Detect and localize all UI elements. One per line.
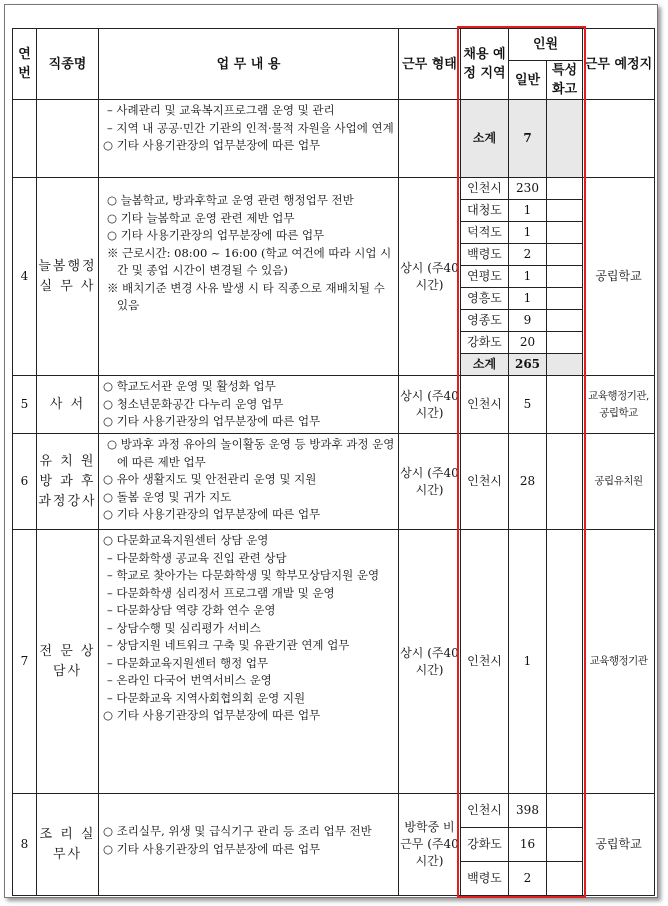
duty-line: ○ 유아 생활지도 및 안전관리 운영 및 지원	[103, 472, 317, 486]
duty-line: – 사례관리 및 교육복지프로그램 운영 및 관리	[107, 103, 335, 117]
header-region: 채용 예정 지역	[461, 29, 509, 100]
duty-line: ※ 근로시간: 08:00 ~ 16:00 (학교 여건에 따라 시업 시간 및 종업 시간이 변경될 수 있음)	[107, 245, 392, 277]
row8-special	[547, 828, 583, 862]
row8-count: 398	[509, 794, 547, 828]
duty-line: – 다문화교육지원센터 행정 업무	[107, 655, 269, 670]
row4-duties	[99, 178, 399, 376]
row7-workplace: 교육행정기관	[583, 530, 655, 794]
duty-line: ○ 늘봄학교, 방과후학교 운영 관련 행정업무 전반	[107, 193, 354, 207]
row4-special	[547, 178, 583, 200]
row4-count: 20	[509, 332, 547, 354]
row5-no: 5	[13, 376, 37, 434]
duty-line: – 다문화학생 심리정서 프로그램 개발 및 운영	[107, 585, 335, 600]
row4-subtotal-label: 소계	[461, 354, 509, 376]
row4-count: 230	[509, 178, 547, 200]
row4-special	[547, 354, 583, 376]
row4-worktype: 상시 (주40시간)	[399, 178, 461, 376]
row4-region: 영흥도	[461, 288, 509, 310]
row6-no: 6	[13, 434, 37, 530]
duty-line: – 온라인 다국어 번역서비스 운영	[107, 673, 272, 687]
duty-line: – 다문화상담 역량 강화 연수 운영	[107, 603, 276, 617]
row8-count: 2	[509, 862, 547, 896]
row4-region: 인천시	[461, 178, 509, 200]
row5-worktype: 상시 (주40시간)	[399, 376, 461, 434]
header-workplace: 근무 예정지	[583, 29, 655, 100]
row7-duties	[99, 530, 399, 794]
header-job: 직종명	[37, 29, 99, 100]
row8-job: 조 리 실무사	[37, 794, 99, 896]
cell-workplace-empty	[583, 100, 655, 178]
header-special: 특성 화고	[547, 61, 583, 100]
duty-line: ○ 다문화교육지원센터 상담 운영	[103, 533, 269, 547]
row6-job: 유 치 원 방 과 후 과정강사	[37, 434, 99, 530]
duty-line: ○ 조리실무, 위생 및 급식기구 관리 등 조리 업무 전반	[103, 824, 372, 838]
row8-workplace: 공립학교	[583, 794, 655, 896]
duty-line: ○ 돌봄 운영 및 귀가 지도	[103, 489, 232, 504]
cell-job-empty	[37, 100, 99, 178]
continued-duties	[99, 100, 399, 178]
duty-line: – 다문화교육 지역사회협의회 운영 지원	[107, 690, 306, 705]
row6-worktype: 상시 (주40시간)	[399, 434, 461, 530]
duty-line: ○ 기타 사용기관장의 업무분장에 따른 업무	[103, 507, 321, 521]
duty-line: ○ 청소년문화공간 다누리 운영 업무	[103, 396, 284, 411]
header-duties: 업 무 내 용	[99, 29, 399, 100]
row4-region: 강화도	[461, 332, 509, 354]
duty-line: ○ 기타 늘봄학교 운영 관련 제반 업무	[107, 210, 295, 225]
duty-line: – 상담지원 네트워크 구축 및 유관기관 연계 업무	[107, 638, 350, 652]
row4-special	[547, 244, 583, 266]
duty-line: ○ 기타 사용기관장의 업무분장에 따른 업무	[107, 228, 325, 242]
row4-region: 연평도	[461, 266, 509, 288]
cell-worktype-empty	[399, 100, 461, 178]
document-page	[4, 4, 658, 898]
duty-line: ○ 기타 사용기관장의 업무분장에 따른 업무	[103, 138, 321, 152]
continued-special	[547, 100, 583, 178]
header-count: 인원	[509, 29, 583, 61]
row7-special	[547, 530, 583, 794]
row6-workplace: 공립유치원	[583, 434, 655, 530]
row4-special	[547, 266, 583, 288]
duty-line: – 학교로 찾아가는 다문화학생 및 학부모상담지원 운영	[107, 568, 380, 582]
duty-line: ○ 학교도서관 운영 및 활성화 업무	[103, 379, 276, 393]
row8-special	[547, 862, 583, 896]
duty-line: ○ 기타 사용기관장의 업무분장에 따른 업무	[103, 841, 321, 856]
row6-region: 인천시	[461, 434, 509, 530]
row8-no: 8	[13, 794, 37, 896]
row7-count: 1	[509, 530, 547, 794]
row4-special	[547, 288, 583, 310]
duty-line: – 상담수행 및 심리평가 서비스	[107, 620, 261, 635]
duty-line: ○ 기타 사용기관장의 업무분장에 따른 업무	[103, 414, 321, 428]
row5-workplace: 교육행정기관, 공립학교	[583, 376, 655, 434]
row4-workplace: 공립학교	[583, 178, 655, 376]
duty-line: – 지역 내 공공·민간 기관의 인적·물적 자원을 사업에 연계	[107, 120, 394, 135]
row4-region: 덕적도	[461, 222, 509, 244]
row8-count: 16	[509, 828, 547, 862]
row8-worktype: 방학중 비근무 (주40시간)	[399, 794, 461, 896]
row4-count: 2	[509, 244, 547, 266]
cell-no-empty	[13, 100, 37, 178]
row4-count: 1	[509, 200, 547, 222]
row4-special	[547, 332, 583, 354]
row8-region: 백령도	[461, 862, 509, 896]
row4-region: 대청도	[461, 200, 509, 222]
row5-special	[547, 376, 583, 434]
row6-special	[547, 434, 583, 530]
continued-subtotal-value: 7	[509, 100, 547, 178]
row4-region: 백령도	[461, 244, 509, 266]
row5-region: 인천시	[461, 376, 509, 434]
row5-duties	[99, 376, 399, 434]
header-general: 일반	[509, 61, 547, 100]
row4-no: 4	[13, 178, 37, 376]
row4-count: 9	[509, 310, 547, 332]
row4-count: 1	[509, 222, 547, 244]
row4-job: 늘봄행정 실 무 사	[37, 178, 99, 376]
header-no: 연번	[13, 29, 37, 100]
row4-special	[547, 310, 583, 332]
row7-no: 7	[13, 530, 37, 794]
row4-special	[547, 222, 583, 244]
duty-line: ○ 기타 사용기관장의 업무분장에 따른 업무	[103, 708, 321, 722]
duty-line: – 다문화학생 공교육 진입 관련 상담	[107, 550, 287, 565]
row5-job: 사 서	[37, 376, 99, 434]
duty-line: ○ 방과후 과정 유아의 놀이활동 운영 등 방과후 과정 운영에 따른 제반 업무	[107, 437, 395, 469]
row4-count: 1	[509, 266, 547, 288]
row4-region: 영종도	[461, 310, 509, 332]
duty-line: ※ 배치기준 변경 사유 발생 시 타 직종으로 재배치될 수 있음	[107, 280, 385, 312]
header-worktype: 근무 형태	[399, 29, 461, 100]
recruitment-table	[12, 28, 655, 896]
row4-count: 1	[509, 288, 547, 310]
row6-count: 28	[509, 434, 547, 530]
row7-job: 전 문 상담사	[37, 530, 99, 794]
row4-special	[547, 200, 583, 222]
row8-region: 강화도	[461, 828, 509, 862]
continued-subtotal-label: 소계	[461, 100, 509, 178]
row8-region: 인천시	[461, 794, 509, 828]
row8-duties	[99, 794, 399, 896]
row8-special	[547, 794, 583, 828]
row7-worktype: 상시 (주40시간)	[399, 530, 461, 794]
row6-duties	[99, 434, 399, 530]
row5-count: 5	[509, 376, 547, 434]
row4-subtotal-value: 265	[509, 354, 547, 376]
row7-region: 인천시	[461, 530, 509, 794]
